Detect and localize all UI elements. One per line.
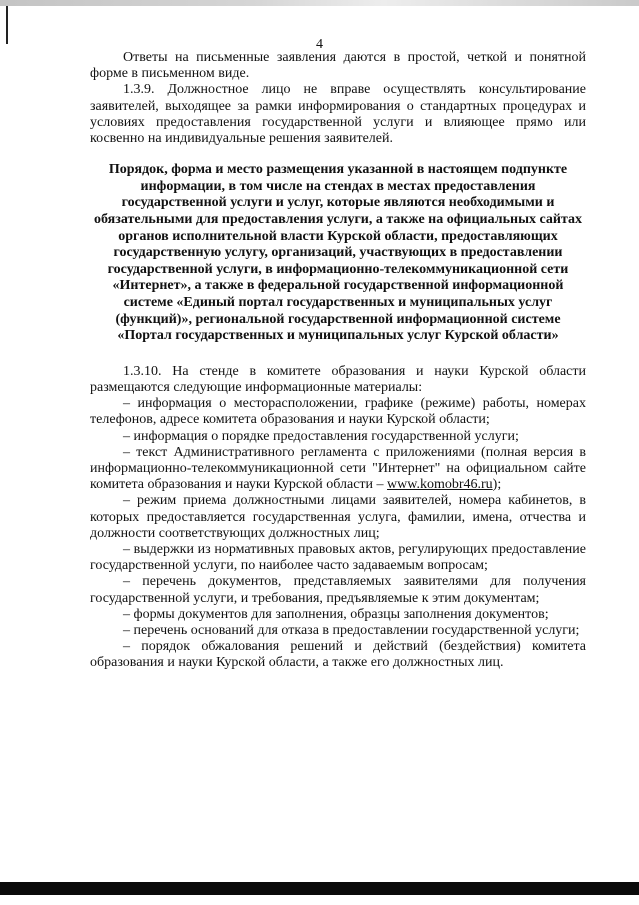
list-item-appeal-procedure: – порядок обжалования решений и действий (бездействия) комитета образования и науки Курской области, а также его должностных лиц. [90, 639, 586, 671]
list-item-refusal-grounds: – перечень оснований для отказа в предоставлении государственной услуги; [123, 623, 580, 638]
paragraph-written-answers: Ответы на письменные заявления даются в простой, четкой и понятной форме в письменном виде. [90, 50, 586, 82]
komobr-website-link[interactable]: www.komobr46.ru [387, 477, 493, 493]
list-item-reglament-text-after: ); [492, 477, 502, 493]
list-item-reglament-text-before: – текст Административного регламента с приложениями (полная версия в информационно-телекоммуникационной сети "Интернет" на официальном сайте комитета образования и науки Курской области – [90, 444, 586, 493]
list-item-reglament-text [90, 445, 586, 494]
document-body [90, 50, 586, 672]
scan-edge-top [0, 0, 639, 6]
list-item-procedure-info: – информация о порядке предоставления государственной услуги; [123, 428, 519, 444]
list-item-legal-excerpts: – выдержки из нормативных правовых актов, регулирующих предоставление государственной услуги, по наиболее часто задаваемым вопросам; [90, 541, 586, 574]
list-item-reception-schedule: – режим приема должностными лицами заявителей, номера кабинетов, в которых предоставляется государственная услуга, фамилии, имена, отчества и должности соответствующих должностных лиц; [90, 493, 586, 541]
section-heading: Порядок, форма и место размещения указанной в настоящем подпункте информации, в том числе на стендах в местах предоставления государственной услуги и услуг, которые являются необходимыми и обязательными для предоставления услуги, а также на официальных сайтах органов исполнительной власти Курской области, предоставляющих государственную услугу, организаций, участвующих в предоставлении государственной услуги, в информационно-телекоммуникационной сети «Интернет», а также в федеральной государственной информационной системе «Единый портал государственных и муниципальных услуг (функций)», региональной государственной информационной системе «Портал государственных и муниципальных услуг Курской области» [93, 162, 582, 344]
scan-edge-bottom [0, 882, 639, 895]
list-item-location-info: – информация о месторасположении, графике (режиме) работы, номерах телефонов, адресе комитета образования и науки Курской области; [90, 396, 586, 428]
page-number: 4 [316, 37, 323, 52]
list-item-document-forms: – формы документов для заполнения, образцы заполнения документов; [123, 606, 549, 622]
paragraph-1-3-9: 1.3.9. Должностное лицо не вправе осуществлять консультирование заявителей, выходящее за рамки информирования о стандартных процедурах и условиях предоставления государственной услуги и влияющее прямо или косвенно на индивидуальные решения заявителей. [90, 82, 586, 147]
list-item-documents-list: – перечень документов, представляемых заявителями для получения государственной услуги, и требования, предъявляемые к этим документам; [90, 574, 586, 606]
paragraph-1-3-10-intro: 1.3.10. На стенде в комитете образования и науки Курской области размещаются следующие информационные материалы: [90, 363, 586, 395]
